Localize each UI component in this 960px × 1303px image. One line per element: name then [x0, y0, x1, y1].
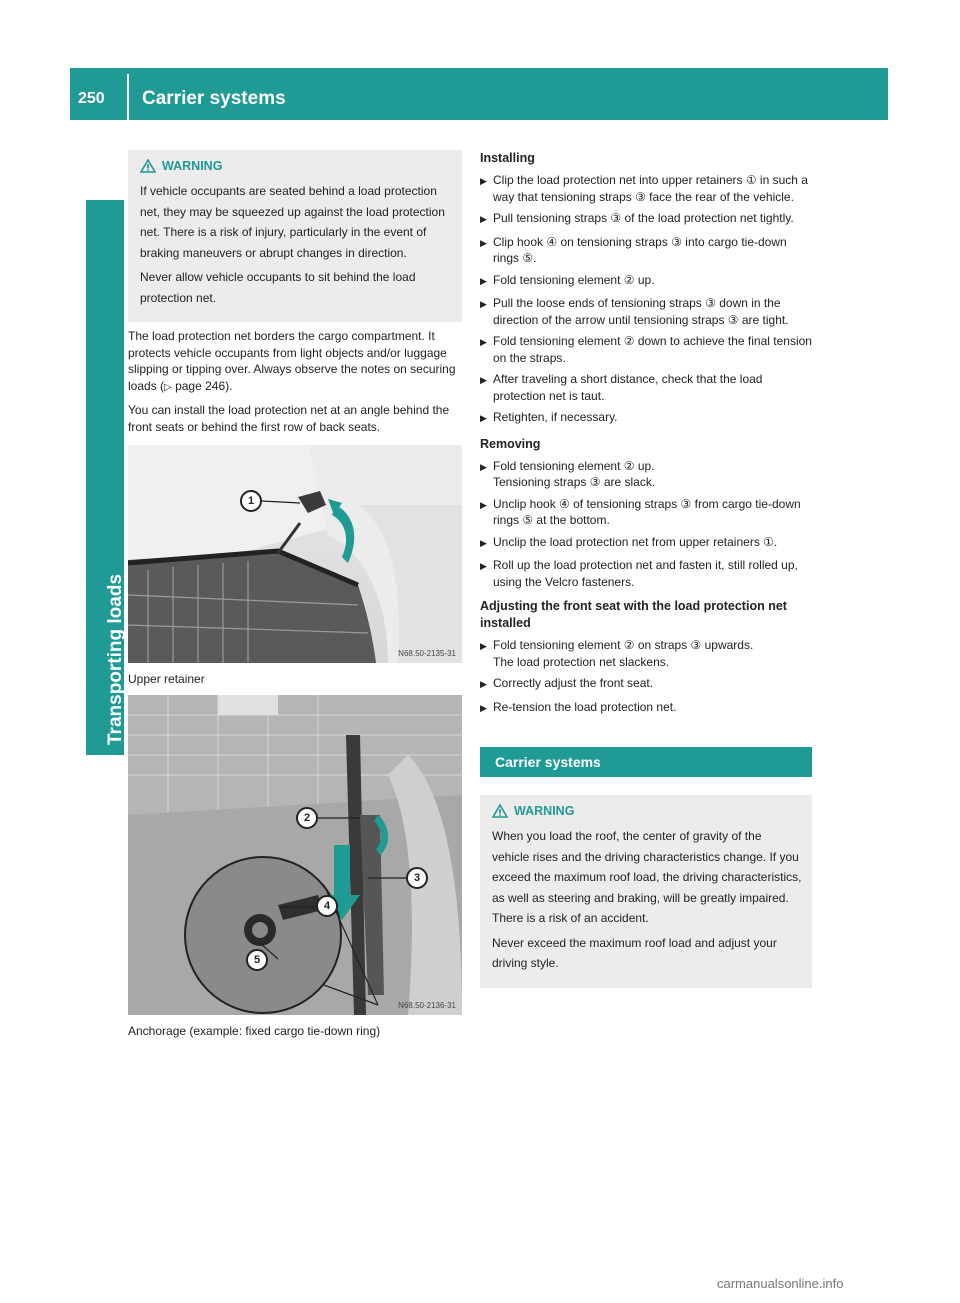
side-tab-label: Transporting loads [105, 573, 126, 745]
warning-text: Never allow vehicle occupants to sit behind the load protection net. [140, 270, 416, 305]
step-arrow-icon: ▶ [480, 376, 487, 386]
instruction-step: ▶ Pull tensioning straps ③ of the load protection net tightly. [480, 210, 812, 229]
figure-caption: Upper retainer [128, 672, 205, 686]
step-arrow-icon: ▶ [480, 703, 487, 714]
step-arrow-icon: ▶ [480, 338, 487, 348]
step-arrow-icon: ▶ [480, 462, 487, 473]
callout-1: 1 [240, 490, 262, 512]
page-reference-link[interactable]: page 246 [175, 378, 226, 393]
watermark: carmanualsonline.info [717, 1276, 844, 1291]
callout-2: 2 [296, 807, 318, 829]
step-arrow-icon: ▶ [480, 177, 487, 187]
step-arrow-icon: ▶ [480, 300, 487, 310]
warning-box-occupants [128, 150, 462, 322]
installing-heading: Installing [480, 151, 535, 165]
warning-text: If vehicle occupants are seated behind a load protection net, they may be squeezed up against the load protection net. There is a risk of injury, particularly in the event of braking maneuvers or abrupt changes in direction. [140, 184, 445, 260]
figure-code: N68.50-2135-31 [398, 649, 456, 658]
page-reference-arrow-icon: ▷ [164, 381, 172, 393]
warning-text: When you load the roof, the center of gravity of the vehicle rises and the driving characteristics change. If you exceed the maximum roof load, the driving characteristics, as well as steering and braking, will be greatly impaired. There is a risk of an accident. [492, 829, 802, 925]
instruction-step: ▶ After traveling a short distance, check that the load protection net is taut. [480, 372, 763, 403]
figure-upper-retainer [128, 445, 462, 663]
step-arrow-icon: ▶ [480, 538, 487, 549]
instruction-step: ▶ Correctly adjust the front seat. [480, 675, 812, 694]
adjusting-heading: Adjusting the front seat with the load protection net installed [480, 599, 787, 630]
page-number: 250 [78, 90, 105, 107]
step-arrow-icon: ▶ [480, 215, 487, 225]
page-title: Carrier systems [142, 88, 286, 109]
callout-4: 4 [316, 895, 338, 917]
step-result: The load protection net slackens. [493, 654, 670, 669]
figure-code: N68.50-2136-31 [398, 1001, 456, 1010]
anchorage-illustration [128, 695, 462, 1015]
instruction-step: ▶ Fold tensioning element ② down to achieve the final tension on the straps. [480, 334, 812, 365]
callout-5: 5 [246, 949, 268, 971]
instruction-step: ▶ Fold tensioning element ② up. Tensioning straps ③ are slack. [480, 458, 812, 491]
step-arrow-icon: ▶ [480, 276, 487, 287]
instruction-step: ▶ Clip the load protection net into upper retainers ① in such a way that tensioning straps ③ face the rear of the vehicle. [480, 173, 808, 204]
instruction-step: ▶ Fold tensioning element ② on straps ③ upwards. The load protection net slackens. [480, 637, 812, 670]
warning-triangle-icon [140, 159, 156, 173]
instruction-step: ▶ Retighten, if necessary. [480, 409, 812, 428]
warning-label: WARNING [514, 804, 575, 818]
figure-caption: Anchorage (example: fixed cargo tie-down ring) [128, 1024, 381, 1038]
step-arrow-icon: ▶ [480, 562, 487, 572]
left-column [128, 150, 462, 1039]
header-divider [127, 74, 129, 122]
instruction-step: ▶ Unclip the load protection net from upper retainers ①. [480, 534, 812, 553]
right-column [480, 150, 812, 988]
callout-3: 3 [406, 867, 428, 889]
warning-triangle-icon [492, 804, 508, 818]
step-arrow-icon: ▶ [480, 238, 487, 249]
instruction-step: ▶ Fold tensioning element ② up. [480, 272, 812, 291]
instruction-step: ▶ Unclip hook ④ of tensioning straps ③ from cargo tie-down rings ⑤ at the bottom. [480, 496, 801, 527]
instruction-step: ▶ Clip hook ④ on tensioning straps ③ into cargo tie-down rings ⑤. [480, 234, 787, 265]
figure-anchorage [128, 695, 462, 1015]
side-tab [86, 200, 124, 755]
step-arrow-icon: ▶ [480, 500, 487, 511]
step-arrow-icon: ▶ [480, 414, 487, 424]
warning-box-roof-load [480, 795, 812, 988]
instruction-step: ▶ Pull the loose ends of tensioning straps ③ down in the direction of the arrow until tensioning straps ③ are tight. [480, 296, 789, 327]
step-result: Tensioning straps ③ are slack. [493, 475, 656, 489]
warning-text: Never exceed the maximum roof load and adjust your driving style. [492, 935, 777, 970]
instruction-step: ▶ Re-tension the load protection net. [480, 699, 812, 718]
upper-retainer-illustration [128, 445, 462, 663]
section-heading-carrier-systems: Carrier systems [480, 747, 812, 777]
step-arrow-icon: ▶ [480, 642, 487, 652]
removing-heading: Removing [480, 436, 541, 451]
instruction-step: ▶ Roll up the load protection net and fasten it, still rolled up, using the Velcro fasteners. [480, 558, 798, 589]
body-paragraph: You can install the load protection net at an angle behind the front seats or behind the first row of back seats. [128, 403, 450, 434]
body-paragraph: The load protection net borders the cargo compartment. It protects vehicle occupants from light objects and/or luggage slipping or tipping over. Always observe the notes on securing loads (▷ page 246). [128, 329, 456, 393]
step-arrow-icon: ▶ [480, 680, 487, 690]
warning-label: WARNING [162, 159, 223, 173]
